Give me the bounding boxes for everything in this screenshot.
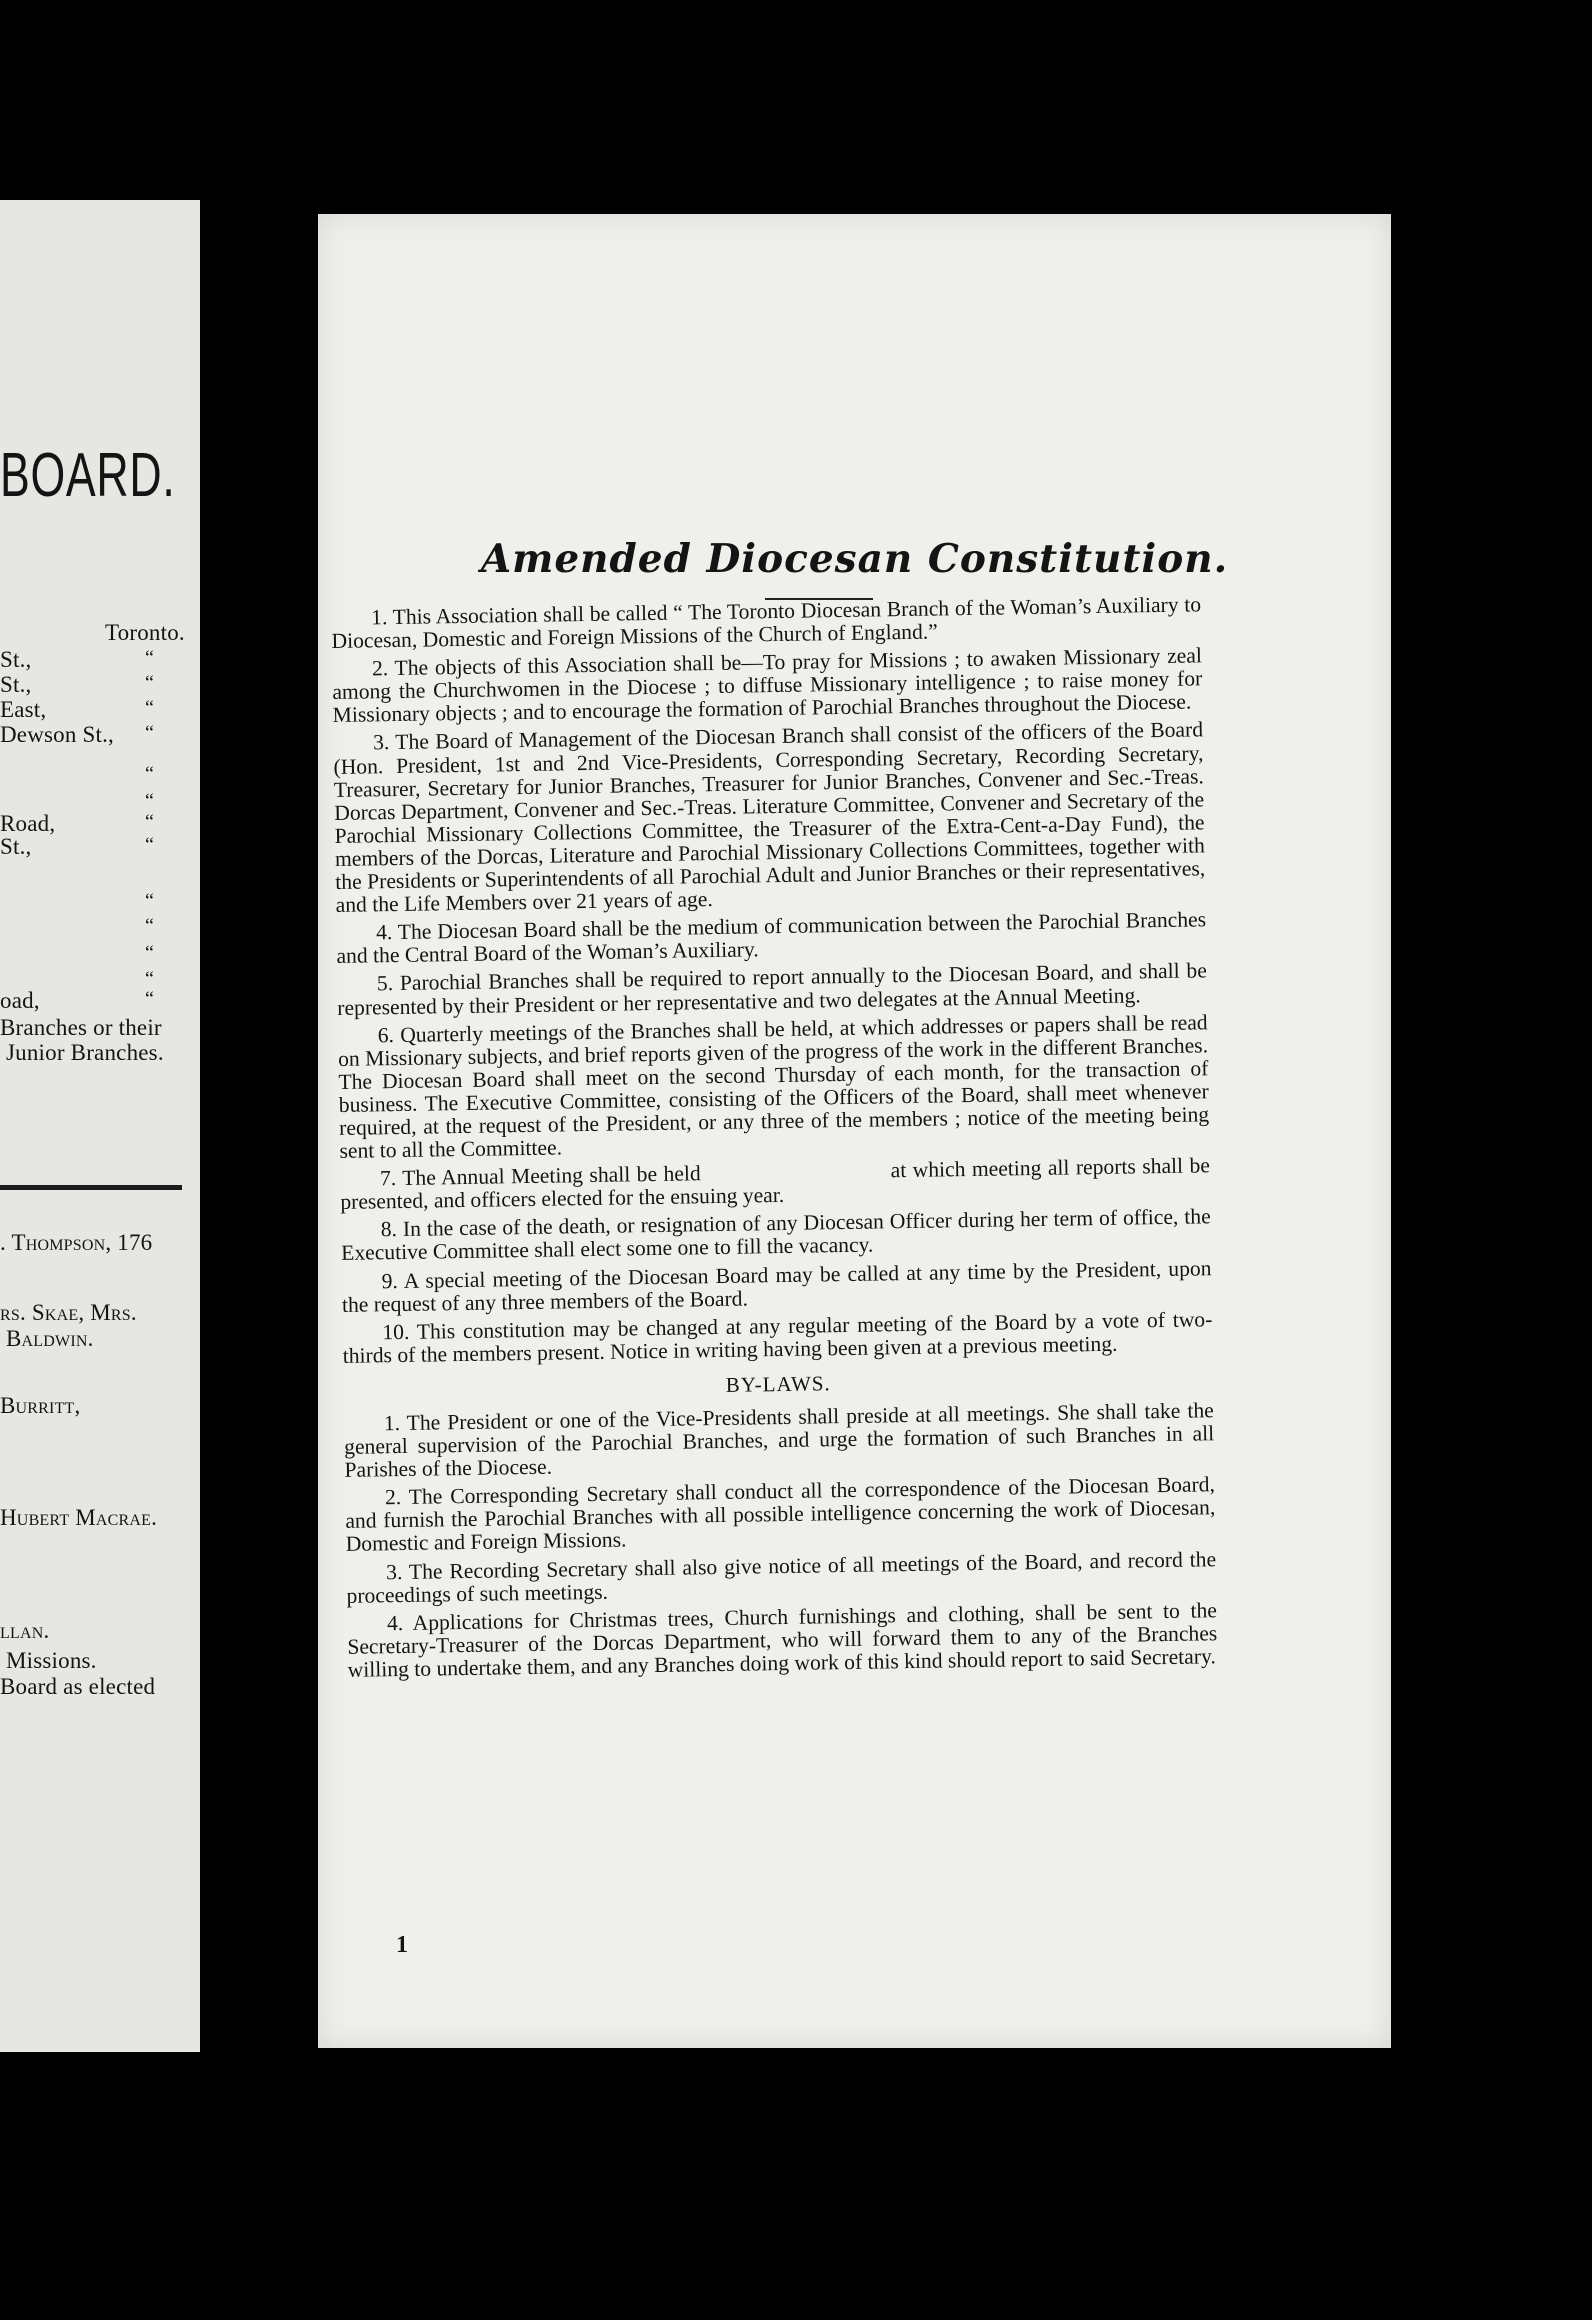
left-page-heading: BOARD. (0, 441, 176, 510)
left-line: St., (0, 672, 32, 697)
left-line: Branches or their (0, 1015, 162, 1040)
article-2: 2. The objects of this Association shall be—To pray for Missions ; to awaken Missionary zeal among the Churchwomen in the Diocese ; to diffuse Missionary intelligence ; to raise money for Missionary objects ; and to encourage the formation of Parochial Branches throughout the Diocese. (332, 643, 1203, 728)
left-line: Baldwin. (6, 1326, 94, 1351)
constitution-text (331, 593, 1218, 1687)
ditto-mark: “ (145, 722, 154, 744)
bylaw-2: 2. The Corresponding Secretary shall conduct all the correspondence of the Diocesan Board, and furnish the Parochial Branches with all possible intelligence concerning the work of Diocesan, Domestic and Foreign Missions. (345, 1472, 1216, 1557)
ditto-mark: “ (145, 942, 154, 964)
ditto-mark: “ (145, 811, 154, 833)
left-line: Board as elected (0, 1674, 156, 1699)
article-4: 4. The Diocesan Board shall be the medium of communication between the Parochial Branches and the Central Board of the Woman’s Auxiliary. (336, 907, 1207, 969)
document-title: Amended Diocesan Constitution. (480, 536, 1229, 582)
left-line: oad, (0, 988, 40, 1013)
left-page-rule (0, 1185, 182, 1190)
article-7-end: at which meeting all reports shall be presented, and officers elected for the ensuing year. (340, 1153, 1211, 1215)
article-10: 10. This constitution may be changed at any regular meeting of the Board by a vote of two-thirds of the members present. Notice in writing having been given at a previous meeting. (342, 1306, 1213, 1368)
ditto-mark: “ (145, 763, 154, 785)
blank-space (701, 1177, 891, 1180)
ditto-mark: “ (145, 915, 154, 937)
left-line: St., (0, 834, 32, 859)
left-line: Burritt, (0, 1393, 81, 1418)
bylaw-4: 4. Applications for Christmas trees, Church furnishings and clothing, shall be sent to the Secretary-Treasurer of the Dorcas Department, who will forward them to any of the Branches willing to undertake them, and any Branches doing work of this kind should report to said Secretary. (347, 1597, 1218, 1682)
article-1: 1. This Association shall be called “ The Toronto Diocesan Branch of the Woman’s Auxiliary to Diocesan, Domestic and Foreign Missions of the Church of England.” (331, 592, 1202, 654)
ditto-mark: “ (145, 834, 154, 856)
left-line: . Thompson, 176 (0, 1230, 153, 1255)
left-line: Junior Branches. (6, 1040, 164, 1065)
document-page (318, 214, 1391, 2048)
ditto-mark: “ (145, 697, 154, 719)
article-3: 3. The Board of Management of the Diocesan Branch shall consist of the officers of the Board (Hon. President, 1st and 2nd Vice-Presidents, Corresponding Secretary, Recording Secretary, Treasurer, Secretary for Junior Branches, Treasurer for Junior Branches, Convener and Sec.-Treas. Dorcas Department, Convener and Sec.-Treas. Literature Committee, Convener and Secretary of the Parochial Missionary Collections Committee, the Treasurer of the Extra-Cent-a-Day Fund), the members of the Dorcas, Literature and Parochial Missionary Collections Committees, together with the Presidents or Superintendents of all Parochial Adult and Junior Branches or their representatives, and the Life Members over 21 years of age. (333, 717, 1206, 918)
article-6: 6. Quarterly meetings of the Branches shall be held, at which addresses or papers shall be read on Missionary subjects, and brief reports given of the progress of the work in the different Branches. The Diocesan Board shall meet on the second Thursday of each month, for the transaction of business. The Executive Committee, consisting of the Officers of the Board, shall meet whenever required, at the request of the President, or any three of the members ; notice of the meeting being sent to all the Committee. (337, 1009, 1210, 1163)
left-line: rs. Skae, Mrs. (0, 1300, 137, 1325)
left-page-fragment (0, 200, 200, 2052)
left-line: Missions. (6, 1648, 97, 1673)
left-line: Toronto. (105, 620, 185, 645)
ditto-mark: “ (145, 968, 154, 990)
ditto-mark: “ (145, 672, 154, 694)
left-line: llan. (0, 1618, 50, 1643)
article-7-start: 7. The Annual Meeting shall be held (379, 1161, 701, 1191)
ditto-mark: “ (145, 790, 154, 812)
article-5: 5. Parochial Branches shall be required to report annually to the Diocesan Board, and shall be represented by their President or her representative and two delegates at the Annual Meeting. (337, 958, 1208, 1020)
left-line: Dewson St., (0, 722, 115, 747)
ditto-mark: “ (145, 647, 154, 669)
bylaw-1: 1. The President or one of the Vice-Presidents shall preside at all meetings. She shall take the general supervision of the Parochial Branches, and urge the formation of such Branches in all Parishes of the Diocese. (344, 1398, 1215, 1483)
left-line: Road, (0, 811, 56, 836)
ditto-mark: “ (145, 890, 154, 912)
bylaws-heading: BY-LAWS. (725, 1371, 831, 1397)
article-8: 8. In the case of the death, or resignation of any Diocesan Officer during her term of office, the Executive Committee shall elect some one to fill the vacancy. (340, 1204, 1211, 1266)
bylaw-3: 3. The Recording Secretary shall also give notice of all meetings of the Board, and record the proceedings of such meetings. (346, 1546, 1217, 1608)
page-number: 1 (396, 1932, 408, 1958)
article-7 (340, 1154, 1211, 1214)
left-line: St., (0, 647, 32, 672)
ditto-mark: “ (145, 988, 154, 1010)
left-line: East, (0, 697, 47, 722)
left-line: Hubert Macrae. (0, 1505, 158, 1530)
article-9: 9. A special meeting of the Diocesan Board may be called at any time by the President, upon the request of any three members of the Board. (341, 1255, 1212, 1317)
